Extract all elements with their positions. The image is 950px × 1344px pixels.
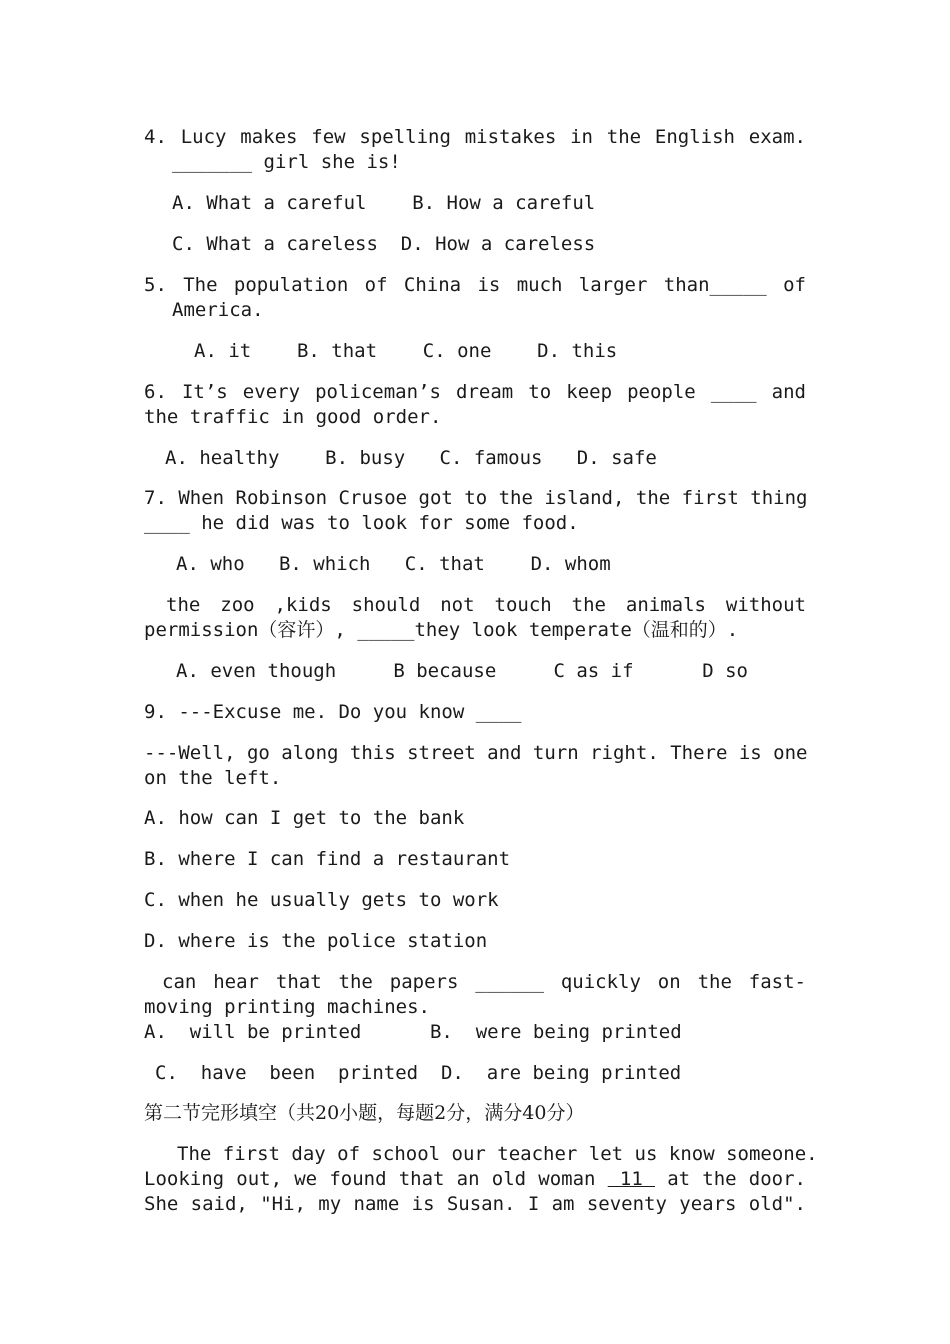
q10-stem-line1: can hear that the papers ______ quickly on the fast- [162, 971, 806, 993]
q6-stem-line1: 6. It’s every policeman’s dream to keep people ____ and [144, 381, 806, 403]
q5-stem-line1: 5. The population of China is much larger than_____ of [144, 274, 806, 296]
section-heading: 第二节完形填空（共20小题，每题2分，满分40分） [144, 1102, 585, 1124]
q7-stem-line1: 7. When Robinson Crusoe got to the island, the first thing [144, 487, 808, 509]
q6-stem-line2: the traffic in good order. [144, 406, 442, 428]
q8-stem-line1: the zoo ,kids should not touch the animals without [166, 594, 806, 616]
q9-stem-line3: on the left. [144, 767, 282, 789]
q7-stem-line2: ____ he did was to look for some food. [144, 512, 579, 534]
q4-options-ab: A. What a careful B. How a careful [172, 192, 596, 214]
passage-line2-start: Looking out, we found that an old woman [144, 1168, 608, 1190]
passage-line2 [144, 1167, 806, 1192]
q7-options: A. who B. which C. that D. whom [176, 553, 611, 575]
q8-options: A. even though B because C as if D so [176, 660, 748, 682]
passage-line3: She said, "Hi, my name is Susan. I am seventy years old". [144, 1193, 806, 1215]
q10-options-ab: A. will be printed B. were being printed [144, 1021, 682, 1043]
q9-stem-line1: 9. ---Excuse me. Do you know ____ [144, 701, 522, 723]
q10-stem-line2: moving printing machines. [144, 996, 430, 1018]
q9-option-d: D. where is the police station [144, 930, 488, 952]
q9-option-b: B. where I can find a restaurant [144, 848, 511, 870]
q9-option-c: C. when he usually gets to work [144, 889, 499, 911]
passage-line1: The first day of school our teacher let us know someone. [177, 1143, 818, 1165]
q5-options: A. it B. that C. one D. this [194, 340, 618, 362]
passage-line2-end: at the door. [654, 1168, 806, 1190]
q9-option-a: A. how can I get to the bank [144, 807, 465, 829]
q9-stem-line2: ---Well, go along this street and turn right. There is one [144, 742, 808, 764]
q4-stem-line1: 4. Lucy makes few spelling mistakes in the English exam. [144, 126, 806, 148]
q5-stem-line2: America. [172, 299, 264, 321]
q4-stem-line2: _______ girl she is! [172, 151, 401, 173]
blank-11: 11 [607, 1168, 655, 1190]
q4-options-cd: C. What a careless D. How a careless [172, 233, 596, 255]
q10-options-cd: C. have been printed D. are being printed [155, 1062, 682, 1084]
q8-stem-line2: permission（容许）, _____they look temperate（温和的）. [144, 619, 739, 641]
q6-options: A. healthy B. busy C. famous D. safe [165, 447, 657, 469]
